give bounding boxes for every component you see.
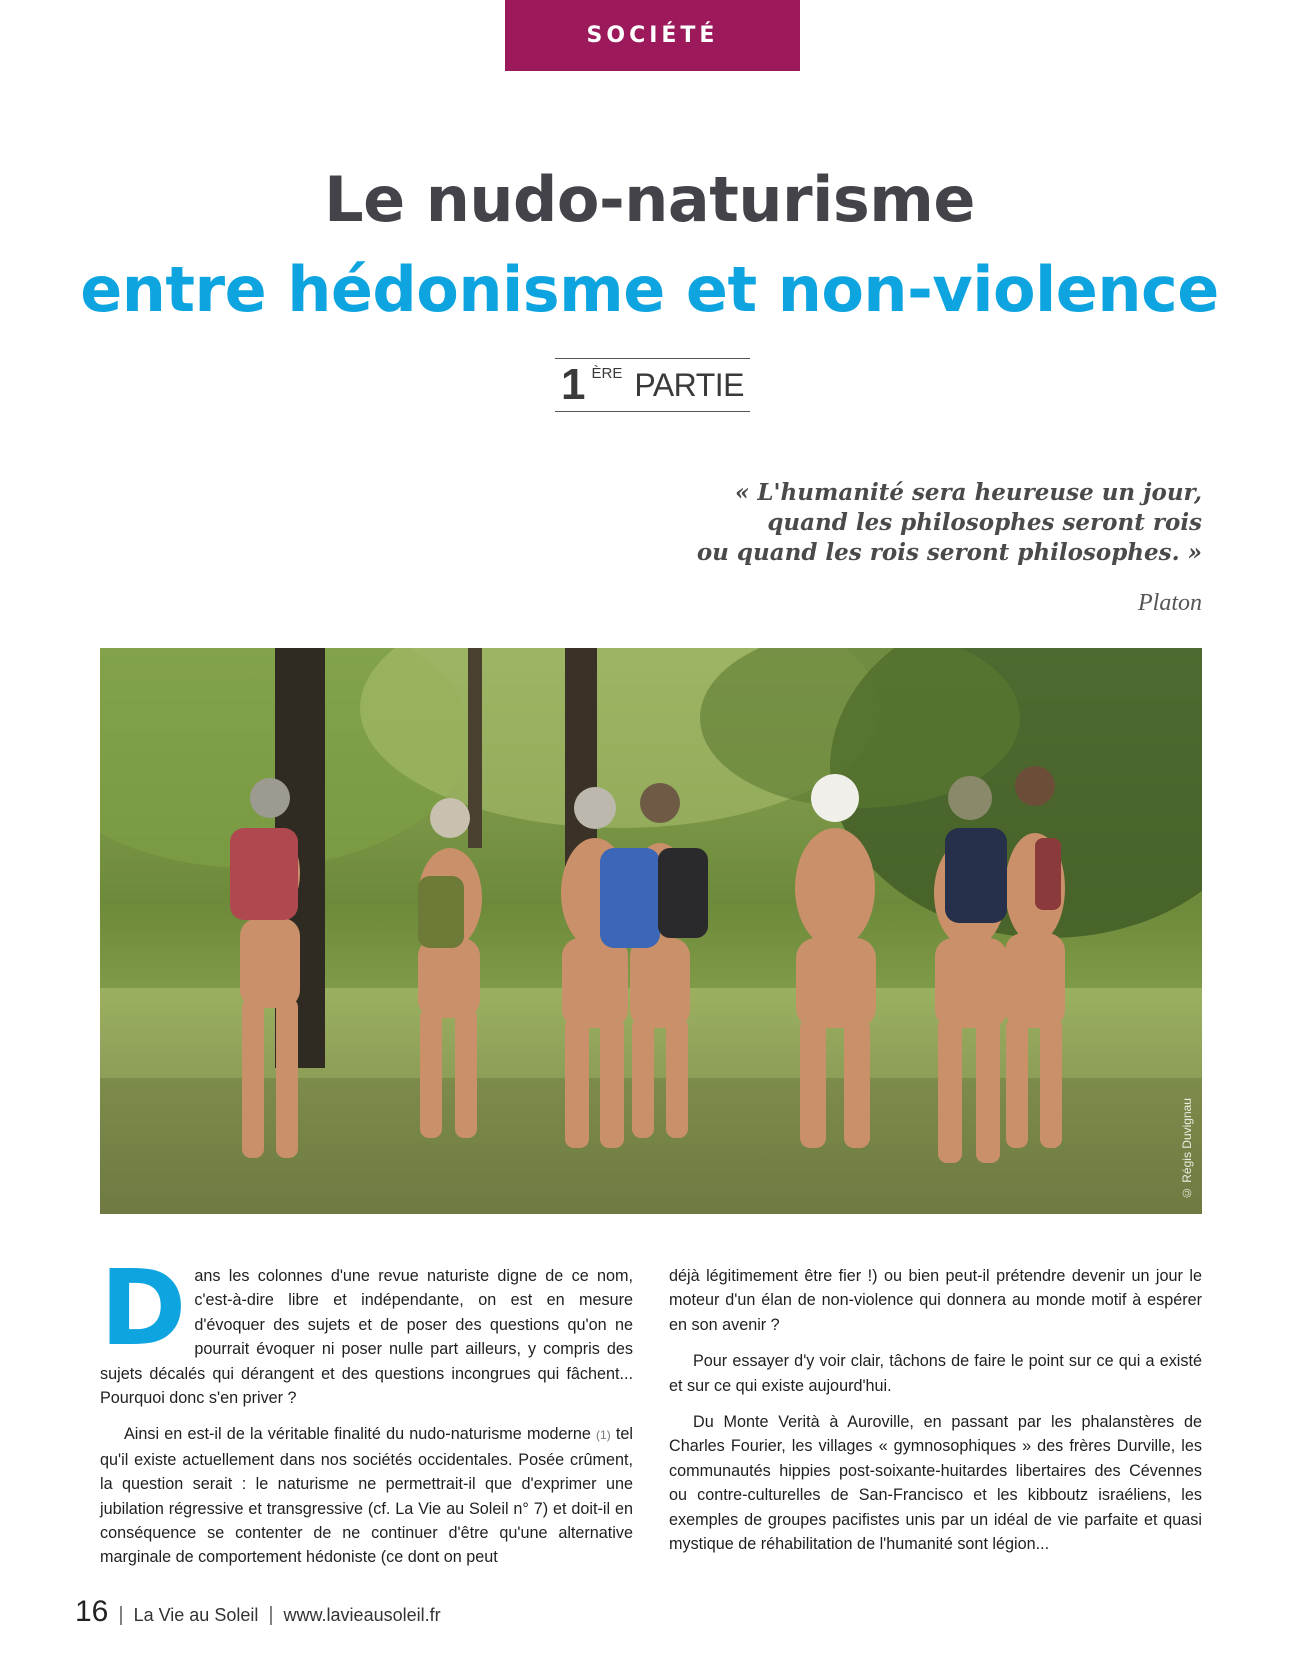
footnote-ref[interactable]: (1) — [596, 1428, 611, 1443]
website-link[interactable]: www.lavieausoleil.fr — [283, 1605, 441, 1625]
photo-illustration — [100, 648, 1202, 1214]
footer-separator: | — [118, 1604, 124, 1626]
section-label: SOCIÉTÉ — [586, 23, 719, 48]
article-column-right — [669, 1264, 1202, 1568]
photo-credit: © Régis Duvignau — [1180, 1097, 1194, 1200]
part-word: PARTIE — [634, 366, 744, 403]
paragraph-text: ans les colonnes d'une revue naturiste digne de ce nom, c'est-à-dire libre et indépendante, on est en mesure d'évoquer des sujets et de poser des questions qu'on ne pourrait évoquer ni poser nulle part ailleurs, y compris des sujets décalés qui dérangent et des questions incongrues qui fâchent... Pourquoi donc s'en priver ? — [100, 1267, 633, 1408]
article-column-left — [100, 1247, 633, 1582]
epigraph-quote — [502, 478, 1202, 568]
article-paragraph-5: Du Monte Verità à Auroville, en passant par les phalanstères de Charles Fourier, les villages « gymnosophiques » des frères Durville, les communautés hippies post-soixante-huitardes libertaires des Cévennes ou contre-culturelles de San-Francisco et les kibboutz israéliens, les exemples de groupes pacifistes unis par un idéal de vie parfaite et quasi mystique de réhabilitation de l'humanité sont légion... — [669, 1413, 1202, 1554]
quote-line: quand les philosophes seront rois — [767, 509, 1202, 536]
article-paragraph-2 — [100, 1422, 633, 1569]
footer-separator: | — [268, 1604, 274, 1626]
quote-author: Platon — [1138, 590, 1202, 616]
section-tab — [505, 0, 800, 71]
part-number: 1 — [561, 360, 586, 409]
part-superscript: ÈRE — [591, 364, 623, 382]
page-number: 16 — [75, 1595, 109, 1628]
quote-line: ou quand les rois seront philosophes. » — [696, 539, 1202, 566]
headline-line-2: entre hédonisme et non-violence — [80, 253, 1219, 326]
paragraph-text: tel qu'il existe actuellement dans nos sociétés occidentales. Posée crûment, la question serait : le naturisme ne permettrait-il que d'exprimer une jubilation régressive et transgressive (cf. La Vie au Soleil n° 7) et doit-il en conséquence se contenter de ne continuer d'être qu'une alternative marginale de comportement hédoniste (ce dont on peut — [100, 1425, 633, 1567]
drop-cap: D — [100, 1247, 187, 1369]
paragraph-text: Ainsi en est-il de la véritable finalité du nudo-naturisme moderne — [124, 1425, 597, 1444]
publication-name: La Vie au Soleil — [133, 1605, 259, 1625]
part-indicator — [555, 358, 750, 412]
page-footer — [75, 1595, 441, 1629]
article-paragraph-1 — [100, 1247, 633, 1410]
quote-line: « L'humanité sera heureuse un jour, — [734, 479, 1202, 506]
article-photo — [100, 648, 1202, 1214]
headline-line-1: Le nudo-naturisme — [324, 163, 975, 236]
article-paragraph-4: Pour essayer d'y voir clair, tâchons de faire le point sur ce qui a existé et sur ce qui existe aujourd'hui. — [669, 1352, 1202, 1395]
article-paragraph-3: déjà légitimement être fier !) ou bien peut-il prétendre devenir un jour le moteur d'un élan de non-violence qui donnera au monde motif à espérer en son avenir ? — [669, 1267, 1202, 1334]
